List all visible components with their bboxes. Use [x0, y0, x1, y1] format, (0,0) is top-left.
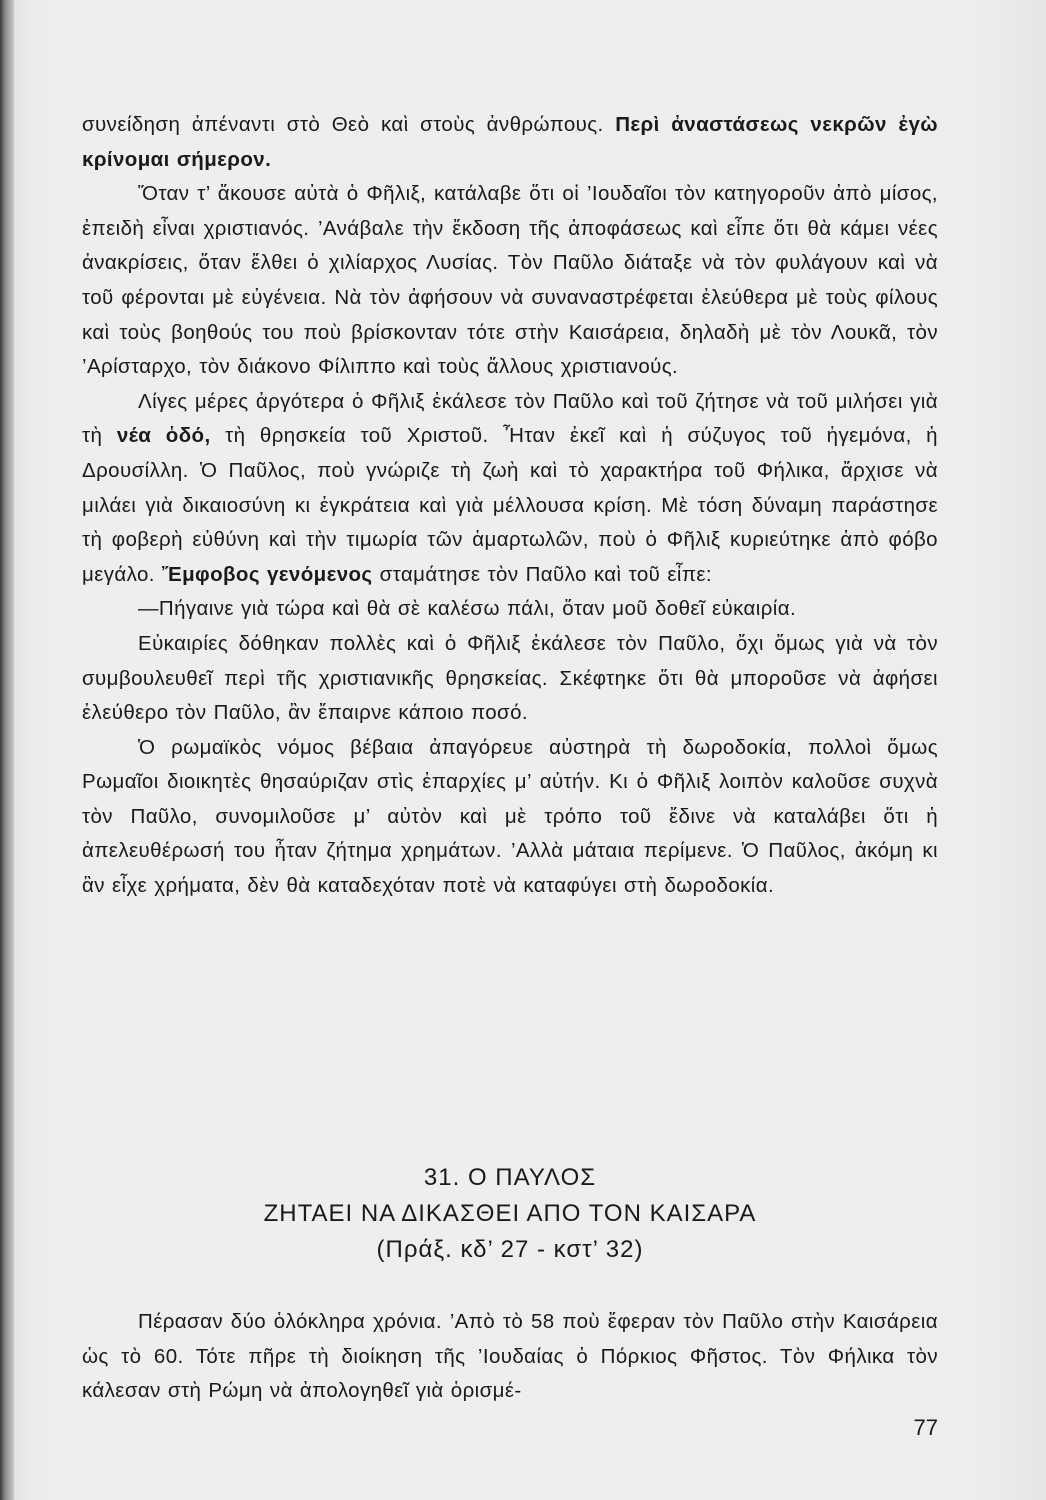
paragraph-1-emphasis: Περὶ ἀναστάσεως νεκρῶν ἐγὼ κρίνομαι σήμερον. [82, 113, 938, 171]
chapter-heading-line-2: ΖΗΤΑΕΙ ΝΑ ΔΙΚΑΣΘΕΙ ΑΠΟ ΤΟΝ ΚΑΙΣΑΡΑ [263, 1200, 757, 1227]
page-number: 77 [913, 1415, 938, 1440]
chapter-heading [82, 1160, 938, 1268]
paragraph-4-quote: —Πήγαινε γιὰ τώρα καὶ θὰ σὲ καλέσω πάλι, ὅταν μοῦ δοθεῖ εὐκαιρία. [138, 597, 797, 621]
paragraph-1 [82, 108, 938, 177]
paragraph-3 [82, 385, 938, 593]
chapter-heading-line-1: 31. Ο ΠΑΥΛΟΣ [423, 1164, 597, 1191]
paragraph-3-text-a: Λίγες μέρες ἀργότερα ὁ Φῆλιξ ἐκάλεσε τὸν Παῦλο καὶ τοῦ ζήτησε νὰ τοῦ μιλήσει γιὰ τὴ [82, 389, 938, 448]
book-spine-shadow [0, 0, 14, 1500]
body-text-top [82, 108, 938, 904]
paragraph-3-emphasis-1: νέα ὁδό, [116, 424, 211, 448]
paragraph-6: Ὁ ρωμαϊκὸς νόμος βέβαια ἀπαγόρευε αὐστηρὰ τὴ δωροδοκία, πολλοὶ ὅμως Ρωμαῖοι διοικητὲς θησαύριζαν στὶς ἐπαρχίες μ’ αὐτήν. Κι ὁ Φῆλιξ λοιπὸν καλοῦσε συχνὰ τὸν Παῦλο, συνομιλοῦσε μ’ αὐτὸν καὶ μὲ τρόπο τοῦ ἔδινε νὰ καταλάβει ὅτι ἡ ἀπελευθέρωσή του ἦταν ζήτημα χρημάτων. ’Αλλὰ μάταια περίμενε. Ὁ Παῦλος, ἀκόμη κι ἂν εἶχε χρήματα, δὲν θὰ καταδεχόταν ποτὲ νὰ καταφύγει στὴ δωροδοκία. [82, 735, 938, 898]
paragraph-3-text-b: τὴ θρησκεία τοῦ Χριστοῦ. Ἦταν ἐκεῖ καὶ ἡ σύζυγος τοῦ ἡγεμόνα, ἡ Δρουσίλλη. Ὁ Παῦλος, ποὺ γνώριζε τὴ ζωὴ καὶ τὸ χαρακτήρα τοῦ Φήλικα, ἄρχισε νὰ μιλάει γιὰ δικαιοσύνη κι ἐγκράτεια καὶ γιὰ μέλλουσα κρίση. Μὲ τόση δύναμη παράστησε τὴ φοβερὴ εὐθύνη καὶ τὴν τιμωρία τῶν ἁμαρτωλῶν, ποὺ ὁ Φῆλιξ κυριεύτηκε ἀπὸ φόβο μεγάλο. [82, 424, 938, 586]
chapter-heading-reference: (Πράξ. κδ’ 27 - κστ’ 32) [376, 1236, 644, 1263]
paragraph-7: Πέρασαν δύο ὁλόκληρα χρόνια. ’Απὸ τὸ 58 ποὺ ἔφεραν τὸν Παῦλο στὴν Καισάρεια ὡς τὸ 60. Τότε πῆρε τὴ διοίκηση τῆς ’Ιουδαίας ὁ Πόρκιος Φῆστος. Τὸν Φήλικα τὸν κάλεσαν στὴ Ρώμη νὰ ἀπολογηθεῖ γιὰ ὁρισμέ- [82, 1310, 938, 1403]
paragraph-1-text: συνείδηση ἀπέναντι στὸ Θεὸ καὶ στοὺς ἀνθρώπους. [82, 113, 616, 136]
paragraph-3-text-c: σταμάτησε τὸν Παῦλο καὶ τοῦ εἶπε: [372, 562, 712, 586]
paragraph-3-emphasis-2: Ἔμφοβος γενόμενος [161, 562, 373, 586]
paragraph-2: Ὅταν τ’ ἄκουσε αὐτὰ ὁ Φῆλιξ, κατάλαβε ὅτι οἱ ’Ιουδαῖοι τὸν κατηγοροῦν ἀπὸ μίσος, ἐπειδὴ εἶναι χριστιανός. ’Ανάβαλε τὴν ἔκδοση τῆς ἀποφάσεως καὶ εἶπε ὅτι θὰ κάμει νέες ἀνακρίσεις, ὅταν ἔλθει ὁ χιλίαρχος Λυσίας. Τὸν Παῦλο διάταξε νὰ τὸν φυλάγουν καὶ νὰ τοῦ φέρονται μὲ εὐγένεια. Νὰ τὸν ἀφήσουν νὰ συναναστρέφεται ἐλεύθερα μὲ τοὺς φίλους καὶ τοὺς βοηθούς του ποὺ βρίσκονταν τότε στὴν Καισάρεια, δηλαδὴ μὲ τὸν Λουκᾶ, τὸν ’Αρίσταρχο, τὸν διάκονο Φίλιππο καὶ τοὺς ἄλλους χριστιανούς. [82, 182, 938, 379]
body-text-bottom [82, 1305, 938, 1409]
paragraph-5: Εὐκαιρίες δόθηκαν πολλὲς καὶ ὁ Φῆλιξ ἐκάλεσε τὸν Παῦλο, ὄχι ὅμως γιὰ νὰ τὸν συμβουλευθεῖ περὶ τῆς χριστιανικῆς θρησκείας. Σκέφτηκε ὅτι θὰ μποροῦσε νὰ ἀφήσει ἐλεύθερο τὸν Παῦλο, ἂν ἔπαιρνε κάποιο ποσό. [82, 631, 938, 725]
